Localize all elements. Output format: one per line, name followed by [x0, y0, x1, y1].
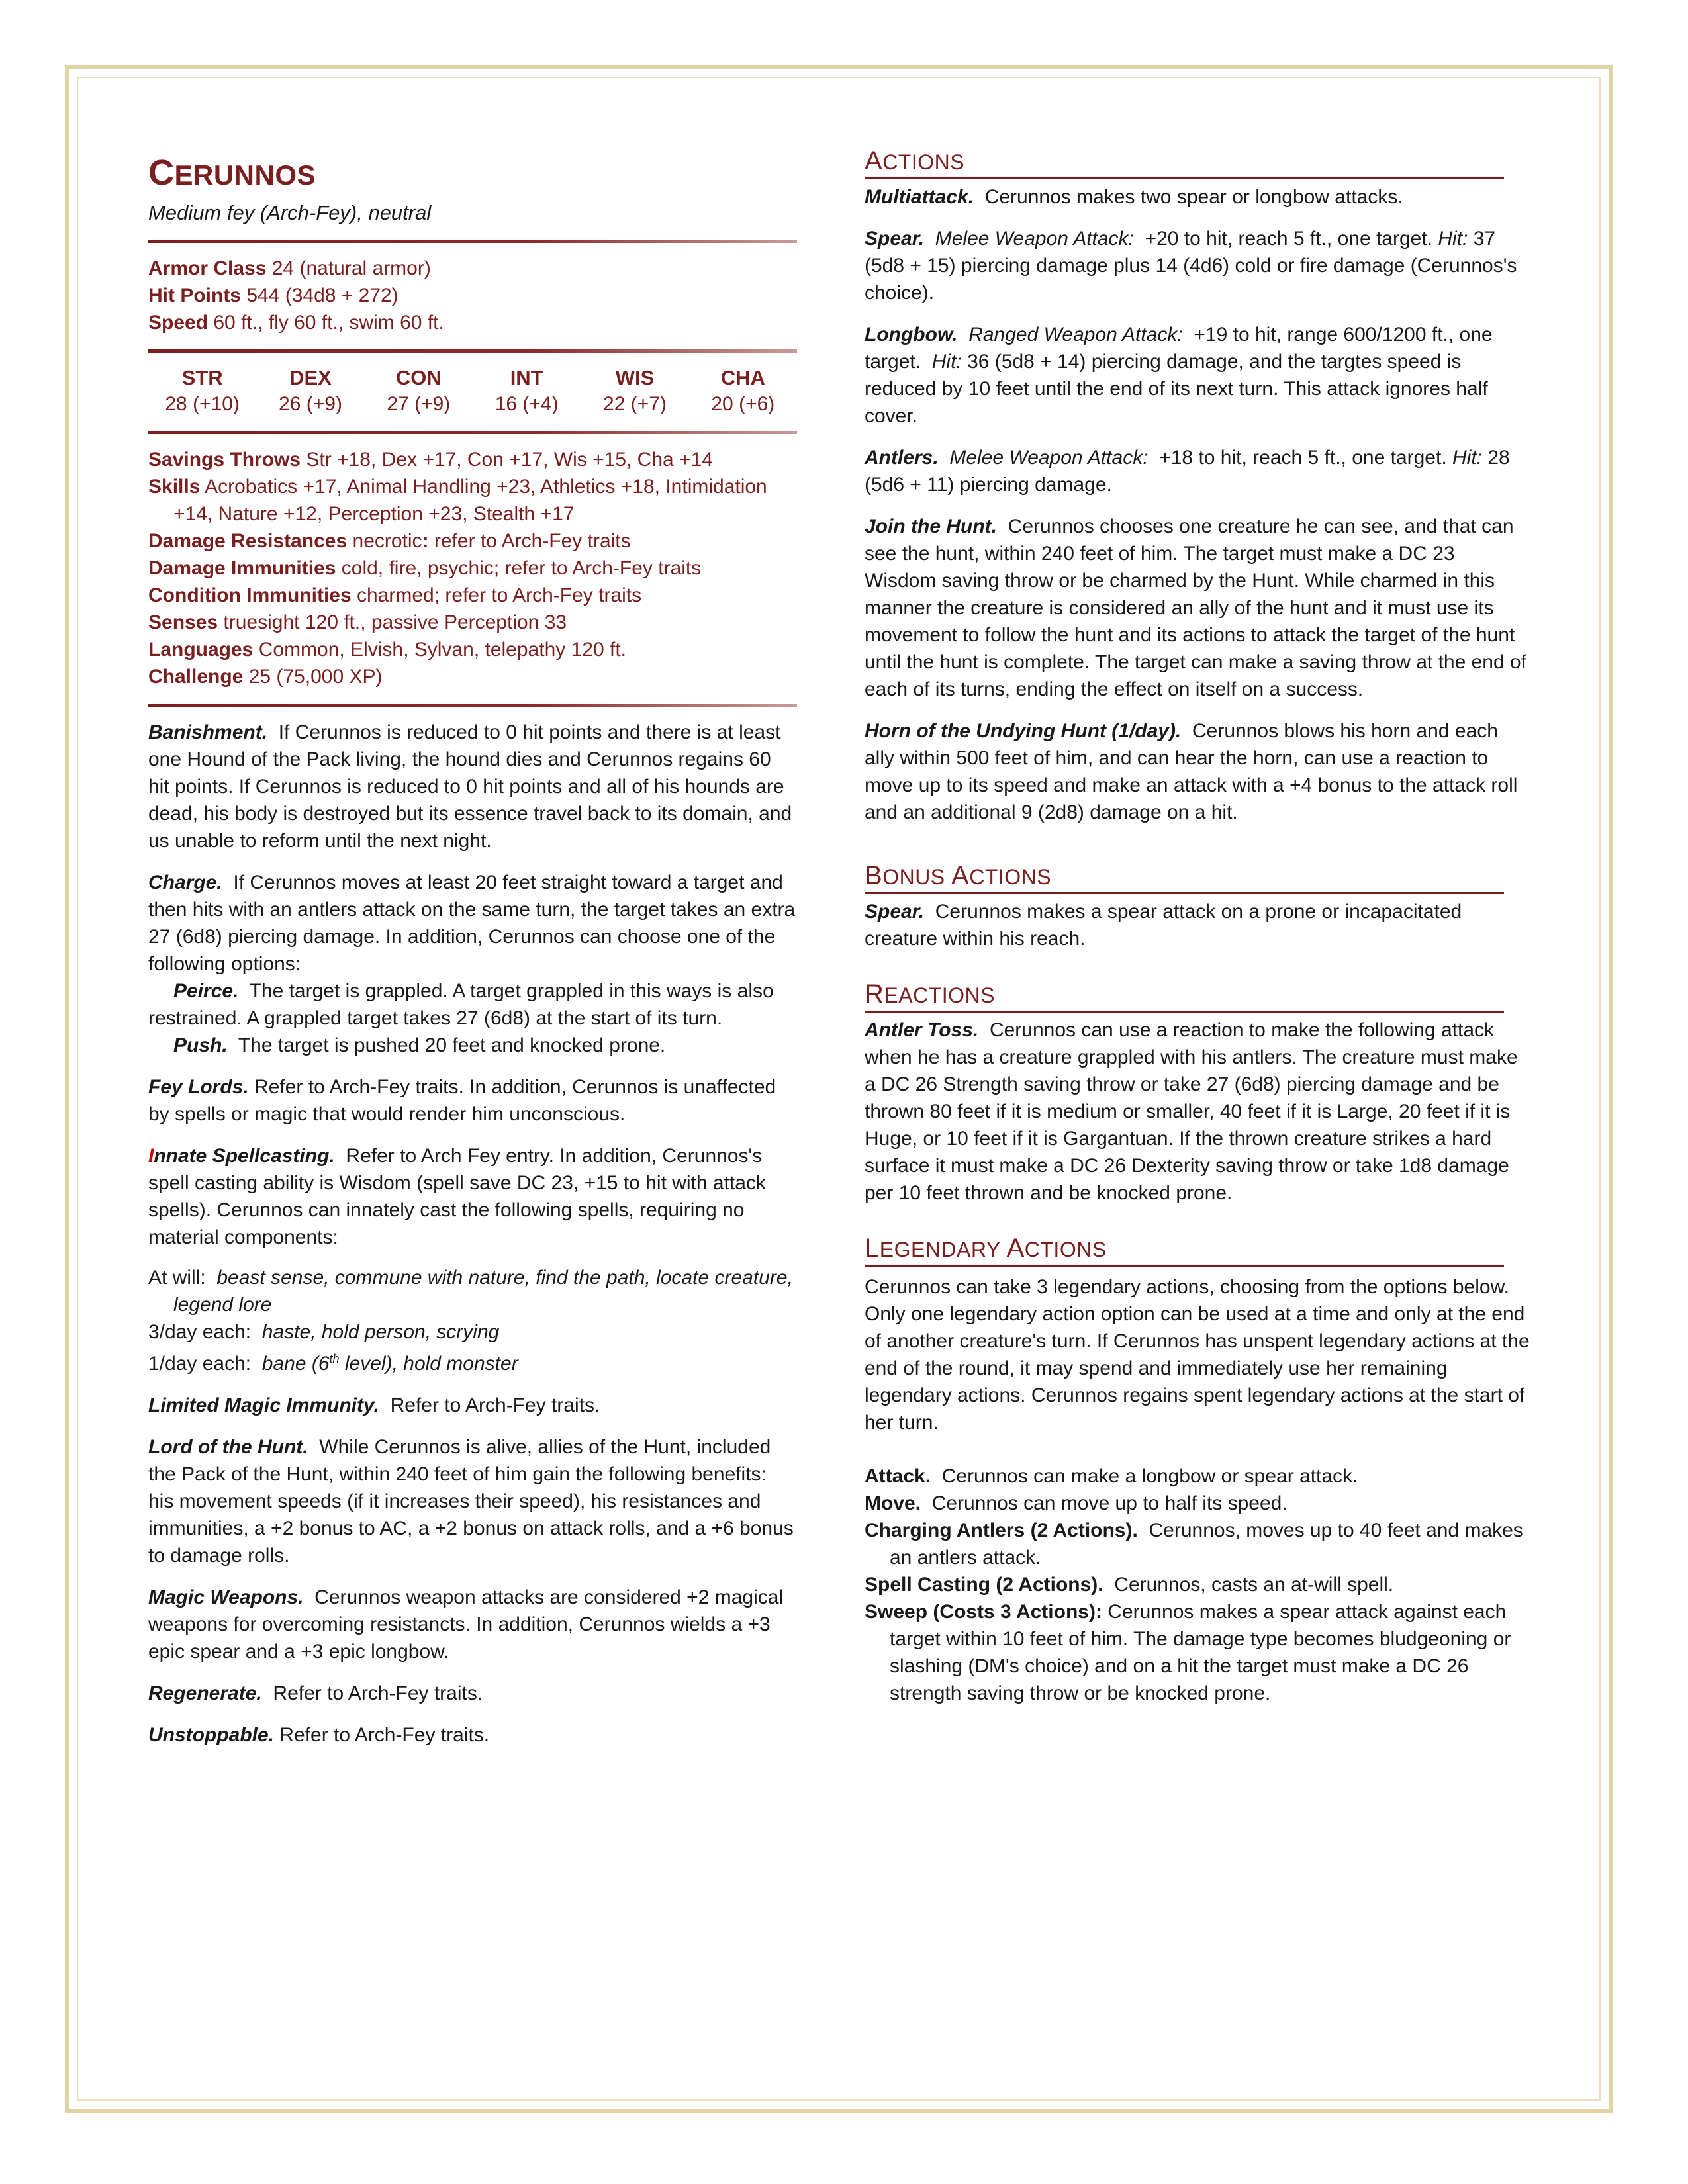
legendary-options [865, 1463, 1530, 1707]
damage-immunities: Damage Immunities cold, fire, psychic; refer to Arch-Fey traits [148, 557, 702, 579]
trait-regenerate: Regenerate. Refer to Arch-Fey traits. [148, 1682, 483, 1704]
trait-limited-magic-immunity: Limited Magic Immunity. Refer to Arch-Fey traits. [148, 1394, 600, 1416]
senses: Senses truesight 120 ft., passive Perception 33 [148, 612, 567, 633]
spells-3-day: 3/day each: haste, hold person, scrying [148, 1321, 500, 1343]
hit-points: Hit Points 544 (34d8 + 272) [148, 285, 399, 306]
action-horn-of-the-undying-hunt: Horn of the Undying Hunt (1/day). Cerunnos blows his horn and each ally within 500 feet of him, and can hear the horn, can use a reaction to move up to its speed and make an attack with a +4 bonus to the attack roll and an additional 9 (2d8) damage on a hit. [865, 720, 1518, 823]
stat-block-column [148, 146, 797, 1749]
divider [148, 240, 797, 243]
action-spear: Spear. Melee Weapon Attack: +20 to hit, reach 5 ft., one target. Hit: 37 (5d8 + 15) piercing damage plus 14 (4d6) cold or fire damage (Cerunnos's choice). [865, 228, 1517, 304]
section-heading-legendary-actions: LEGENDARY ACTIONS [865, 1233, 1504, 1267]
armor-class: Armor Class 24 (natural armor) [148, 257, 431, 279]
bonus-action-spear: Spear. Cerunnos makes a spear attack on a prone or incapacitated creature within his reach. [865, 901, 1462, 950]
legendary-move: Move. Cerunnos can move up to half its speed. [865, 1492, 1288, 1514]
spells-at-will: At will: beast sense, commune with nature, find the path, locate creature, legend lore [148, 1267, 793, 1316]
divider [148, 431, 797, 434]
legendary-intro: Cerunnos can take 3 legendary actions, choosing from the options below. Only one legendary action option can be used at a time and only at the end of another creature's turn. If Cerunnos has unspent legendary actions at the end of the round, it may spend and immediately use her remaining legendary actions. Cerunnos regains spent legendary actions at the start of her turn. [865, 1276, 1530, 1433]
action-multiattack: Multiattack. Cerunnos makes two spear or longbow attacks. [865, 186, 1403, 208]
ability-dex: DEX 26 (+9) [279, 366, 342, 415]
condition-immunities: Condition Immunities charmed; refer to Arch-Fey traits [148, 584, 642, 606]
saving-throws: Savings Throws Str +18, Dex +17, Con +17, Wis +15, Cha +14 [148, 449, 713, 471]
monster-type: Medium fey (Arch-Fey), neutral [148, 201, 432, 224]
ability-wis: WIS 22 (+7) [603, 366, 667, 415]
legendary-spell-casting: Spell Casting (2 Actions). Cerunnos, casts an at-will spell. [865, 1574, 1394, 1596]
ability-int: INT 16 (+4) [494, 366, 559, 415]
section-heading-bonus-actions: BONUS ACTIONS [865, 860, 1504, 894]
action-antlers: Antlers. Melee Weapon Attack: +18 to hit, reach 5 ft., one target. Hit: 28 (5d6 + 11) piercing damage. [865, 447, 1510, 496]
speed: Speed 60 ft., fly 60 ft., swim 60 ft. [148, 312, 444, 334]
reaction-antler-toss: Antler Toss. Cerunnos can use a reaction to make the following attack when he has a creature grappled with his antlers. The creature must make a DC 26 Strength saving throw or take 27 (6d8) piercing damage and be thrown 80 feet if it is medium or smaller, 40 feet if it is Large, 20 feet if it is Huge, or 10 feet if it is Gargantuan. If the thrown creature strikes a hard surface it must make a DC 26 Dexterity saving throw or take 1d8 damage per 10 feet thrown and be knocked prone. [865, 1019, 1518, 1204]
skills: Skills Acrobatics +17, Animal Handling +23, Athletics +18, Intimidation +14, Nature +12, Perception +23, Stealth +17 [148, 476, 767, 525]
trait-innate-spellcasting: Innate Spellcasting. Refer to Arch Fey entry. In addition, Cerunnos's spell casting ability is Wisdom (spell save DC 23, +15 to hit with attack spells). Cerunnos can innately cast the following spells, requiring no material components: [148, 1145, 766, 1248]
trait-fey-lords: Fey Lords. Refer to Arch-Fey traits. In addition, Cerunnos is unaffected by spells or magic that would render him unconscious. [148, 1076, 776, 1125]
actions-column [865, 146, 1530, 1707]
challenge: Challenge 25 (75,000 XP) [148, 666, 383, 688]
languages: Languages Common, Elvish, Sylvan, telepathy 120 ft. [148, 639, 626, 660]
legendary-charging-antlers: Charging Antlers (2 Actions). Cerunnos, moves up to 40 feet and makes an antlers attack. [865, 1520, 1523, 1569]
divider [148, 704, 797, 707]
monster-name: CERUNNOS [148, 153, 316, 193]
trait-lord-of-the-hunt: Lord of the Hunt. While Cerunnos is alive, allies of the Hunt, included the Pack of the Hunt, within 240 feet of him gain the following benefits: his movement speeds (if it increases their speed), his resistances and immunities, a +2 bonus to AC, a +2 bonus on attack rolls, and a +6 bonus to damage rolls. [148, 1436, 794, 1567]
section-heading-actions: ACTIONS [865, 146, 1504, 179]
charge-option-peirce: Peirce. The target is grappled. A target grappled in this ways is also restrained. A grappled target takes 27 (6d8) at the start of its turn. [148, 980, 774, 1029]
ability-con: CON 27 (+9) [387, 366, 451, 415]
trait-unstoppable: Unstoppable. Refer to Arch-Fey traits. [148, 1724, 490, 1746]
trait-banishment: Banishment. If Cerunnos is reduced to 0 hit points and there is at least one Hound of the Pack living, the hound dies and Cerunnos regains 60 hit points. If Cerunnos is reduced to 0 hit points and all of his hounds are dead, his body is destroyed but its essence travel back to its domain, and us unable to reform until the next night. [148, 721, 792, 852]
ability-scores [148, 365, 797, 418]
action-join-the-hunt: Join the Hunt. Cerunnos chooses one creature he can see, and that can see the hunt, within 240 feet of him. The target must make a DC 23 Wisdom saving throw or be charmed by the Hunt. While charmed in this manner the creature is considered an ally of the hunt and it must use its movement to follow the hunt and its actions to attack the target of the hunt until the hunt is complete. The target can make a saving throw at the end of each of its turns, ending the effect on itself on a success. [865, 516, 1527, 700]
action-longbow: Longbow. Ranged Weapon Attack: +19 to hit, range 600/1200 ft., one target. Hit: 36 (5d8 + 14) piercing damage, and the targtes speed is reduced by 10 feet until the end of its next turn. This attack ignores half cover. [865, 324, 1493, 427]
section-heading-reactions: REACTIONS [865, 979, 1504, 1013]
trait-charge: Charge. If Cerunnos moves at least 20 feet straight toward a target and then hits with an antlers attack on the same turn, the target takes an extra 27 (6d8) piercing damage. In addition, Cerunnos can choose one of the following options: [148, 872, 796, 975]
ability-str: STR 28 (+10) [165, 366, 240, 415]
trait-magic-weapons: Magic Weapons. Cerunnos weapon attacks are considered +2 magical weapons for overcoming resistancts. In addition, Cerunnos wields a +3 epic spear and a +3 epic longbow. [148, 1586, 784, 1662]
legendary-sweep: Sweep (Costs 3 Actions): Cerunnos makes a spear attack against each target within 10 feet of him. The damage type becomes bludgeoning or slashing (DM's choice) and on a hit the target must make a DC 26 strength saving throw or be knocked prone. [865, 1601, 1511, 1704]
legendary-attack: Attack. Cerunnos can make a longbow or spear attack. [865, 1465, 1358, 1487]
spells-1-day: 1/day each: bane (6th level), hold monster [148, 1352, 518, 1375]
damage-resistances: Damage Resistances necrotic: refer to Arch-Fey traits [148, 530, 631, 552]
divider [148, 349, 797, 353]
charge-option-push: Push. The target is pushed 20 feet and knocked prone. [173, 1034, 666, 1056]
ability-cha: CHA 20 (+6) [711, 366, 775, 415]
